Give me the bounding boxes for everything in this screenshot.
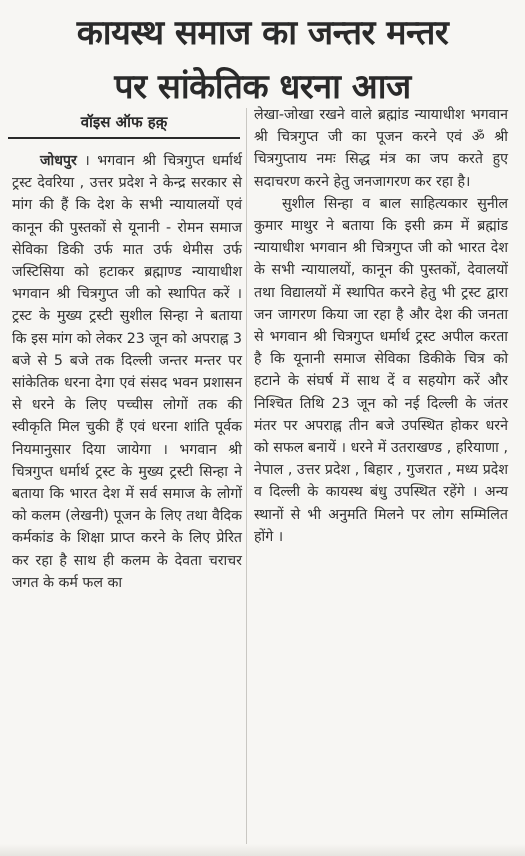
byline: वॉइस ऑफ हक़् xyxy=(8,112,240,139)
left-paragraph-1 xyxy=(12,150,242,594)
left-column xyxy=(12,150,242,594)
right-column xyxy=(254,104,508,548)
right-paragraph-2: सुशील सिन्हा व बाल साहित्यकार सुनील कुमार माथुर ने बताया कि इसी क्रम में ब्रह्मांड न्यायाधीश भगवान श्री चित्रगुप्त जी को भारत देश के सभी न्यायालयों, कानून की पुस्तकों, देवालयों तथा विद्यालयों में स्थापित करने हेतु भी ट्रस्ट द्वारा जन जागरण किया जा रहा है और देश की जनता से भगवान श्री चित्रगुप्त धर्मार्थ ट्रस्ट अपील करता है कि यूनानी समाज सेविका डिकीके चित्र को हटाने के संघर्ष में साथ दें व सहयोग करें और निश्चित तिथि 23 जून को नई दिल्ली के जंतर मंतर पर अपराह्न तीन बजे उपस्थित होकर धरने को सफल बनायें । धरने में उतराखण्ड , हरियाणा , नेपाल , उत्तर प्रदेश , बिहार , गुजरात , मध्य प्रदेश व दिल्ली के कायस्थ बंधु उपस्थित रहेंगे । अन्य स्थानों से भी अनुमति मिलने पर लोग सम्मिलित होंगे । xyxy=(254,195,508,545)
clipping-edge xyxy=(0,844,525,856)
left-paragraph-1-text: । भगवान श्री चित्रगुप्त धर्मार्थ ट्रस्ट देवरिया , उत्तर प्रदेश ने केन्द्र सरकार से मांग की हैं कि देश के सभी न्यायालयों एवं कानून की पुस्तकों से यूनानी - रोमन समाज सेविका डिकी उर्फ मात उर्फ थेमीस उर्फ जस्टिसिया को हटाकर ब्रह्माण्ड न्यायाधीश भगवान श्री चित्रगुप्त जी को स्थापित करें । ट्रस्ट के मुख्य ट्रस्टी सुशील सिन्हा ने बताया कि इस मांग को लेकर 23 जून को अपराह्न 3 बजे से 5 बजे तक दिल्ली जन्तर मन्तर पर सांकेतिक धरना देगा एवं संसद भवन प्रशासन से धरने के लिए पच्चीस लोगों तक की स्वीकृति मिल चुकी हैं एवं धरना शांति पूर्वक नियमानुसार दिया जायेगा । भगवान श्री चित्रगुप्त धर्मार्थ ट्रस्ट के मुख्य ट्रस्टी सिन्हा ने बताया कि भारत देश में सर्व समाज के लोगों को कलम (लेखनी) पूजन के लिए तथा वैदिक कर्मकांड के शिक्षा प्राप्त करने के लिए प्रेरित कर रहा है साथ ही कलम के देवता चराचर जगत के कर्म फल का xyxy=(12,153,243,591)
dateline: जोधपुर xyxy=(40,153,77,169)
column-divider xyxy=(246,108,247,848)
headline-line-2: पर सांकेतिक धरना आज xyxy=(114,67,411,107)
headline-line-1: कायस्थ समाज का जन्तर मन्तर xyxy=(76,13,449,53)
right-paragraph-1: लेखा-जोखा रखने वाले ब्रह्मांड न्यायाधीश भगवान श्री चित्रगुप्त जी का पूजन करने एवं ॐ श्री चित्रगुप्ताय नमः सिद्ध मंत्र का जप करते हुए सदाचरण करने हेतु जनजागरण कर रहा है। xyxy=(254,107,508,190)
headline xyxy=(0,0,525,114)
